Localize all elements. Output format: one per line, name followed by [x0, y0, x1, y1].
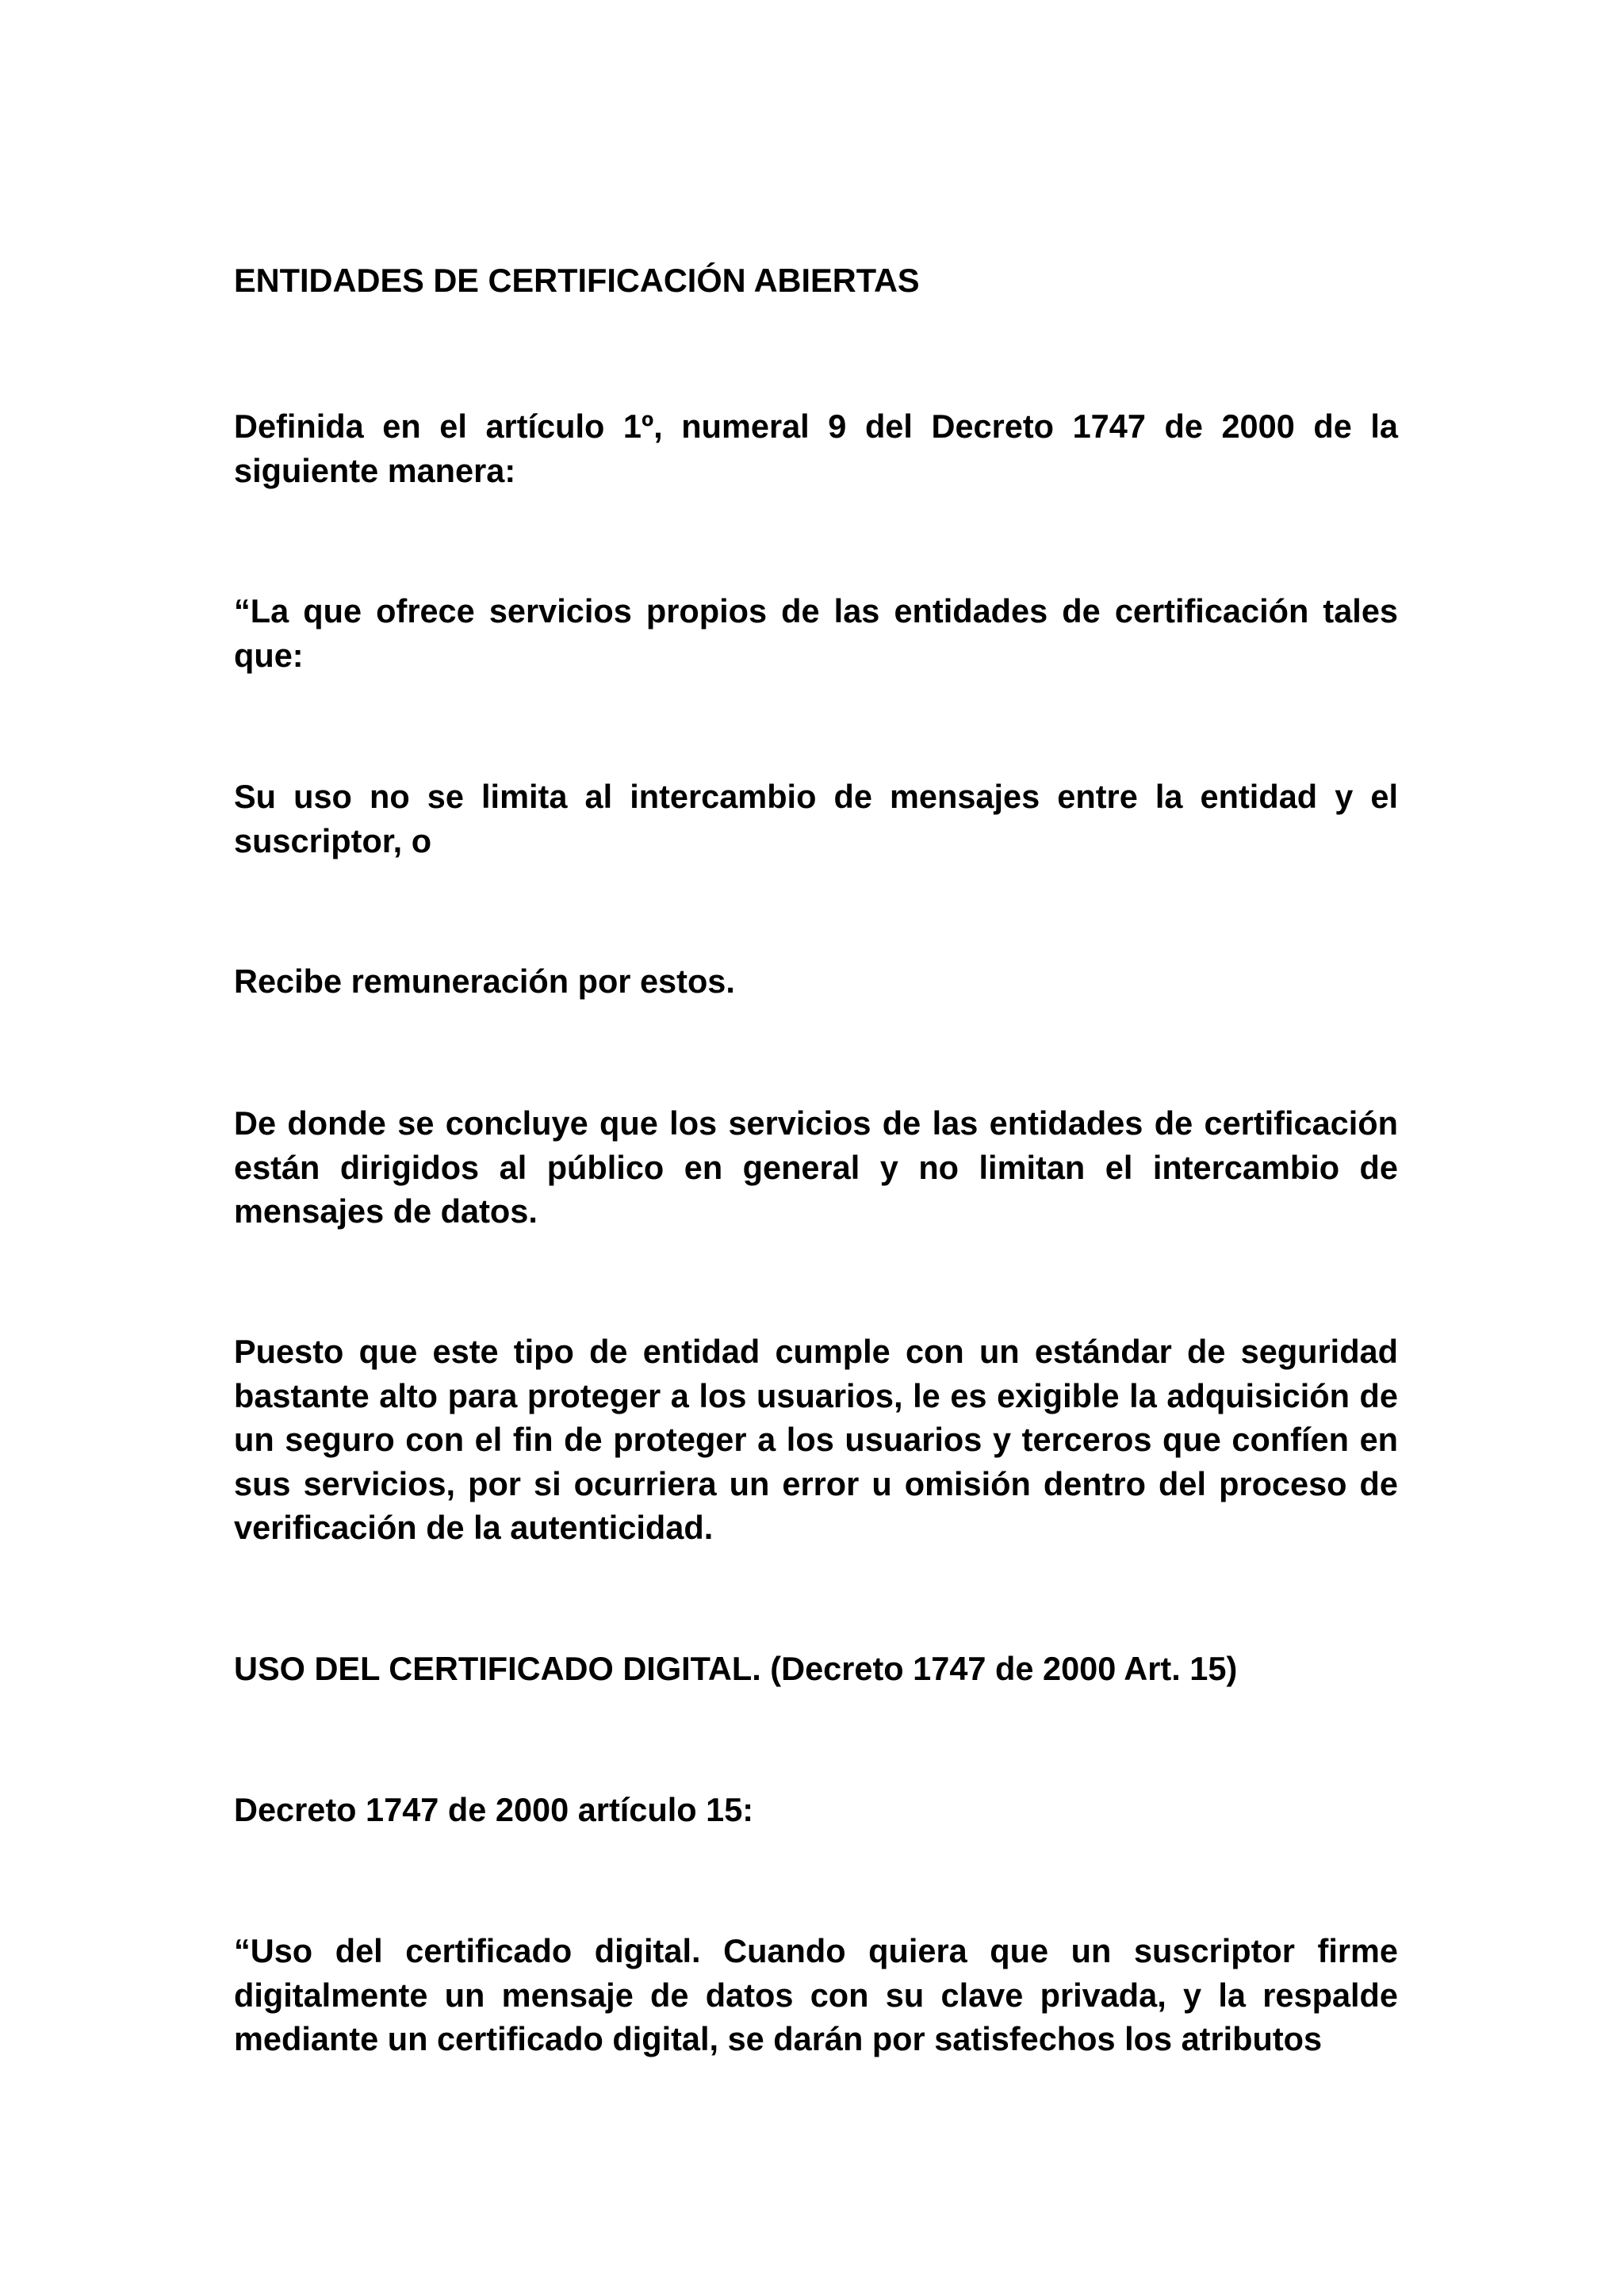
paragraph-puesto-que: Puesto que este tipo de entidad cumple con un estándar de seguridad bastante alto para proteger a los usuarios, le es exigible la adquisición de un seguro con el fin de proteger a los usuarios y terceros que confíen en sus servicios, por si ocurriera un error u omisión dentro del proceso de verificación de la autenticidad. [234, 1333, 1398, 1546]
paragraph-su-uso: Su uso no se limita al intercambio de mensajes entre la entidad y el suscriptor, o [234, 778, 1398, 859]
paragraph-quote-la-que-ofrece: “La que ofrece servicios propios de las entidades de certificación tales que: [234, 592, 1398, 674]
section-heading-entidades: ENTIDADES DE CERTIFICACIÓN ABIERTAS [234, 262, 920, 299]
paragraph-decreto-articulo-15: Decreto 1747 de 2000 artículo 15: [234, 1791, 754, 1828]
paragraph-recibe-remuneracion: Recibe remuneración por estos. [234, 962, 735, 1000]
paragraph-de-donde: De donde se concluye que los servicios de las entidades de certificación están dirigidos al público en general y no limitan el intercambio de mensajes de datos. [234, 1104, 1398, 1230]
paragraph-definida: Definida en el artículo 1º, numeral 9 del Decreto 1747 de 2000 de la siguiente manera: [234, 408, 1398, 489]
paragraph-quote-uso-del-certificado: “Uso del certificado digital. Cuando quiera que un suscriptor firme digitalmente un mensaje de datos con su clave privada, y la respalde mediante un certificado digital, se darán por satisfechos los atributos [234, 1932, 1398, 2057]
section-heading-uso-certificado: USO DEL CERTIFICADO DIGITAL. (Decreto 1747 de 2000 Art. 15) [234, 1650, 1238, 1687]
